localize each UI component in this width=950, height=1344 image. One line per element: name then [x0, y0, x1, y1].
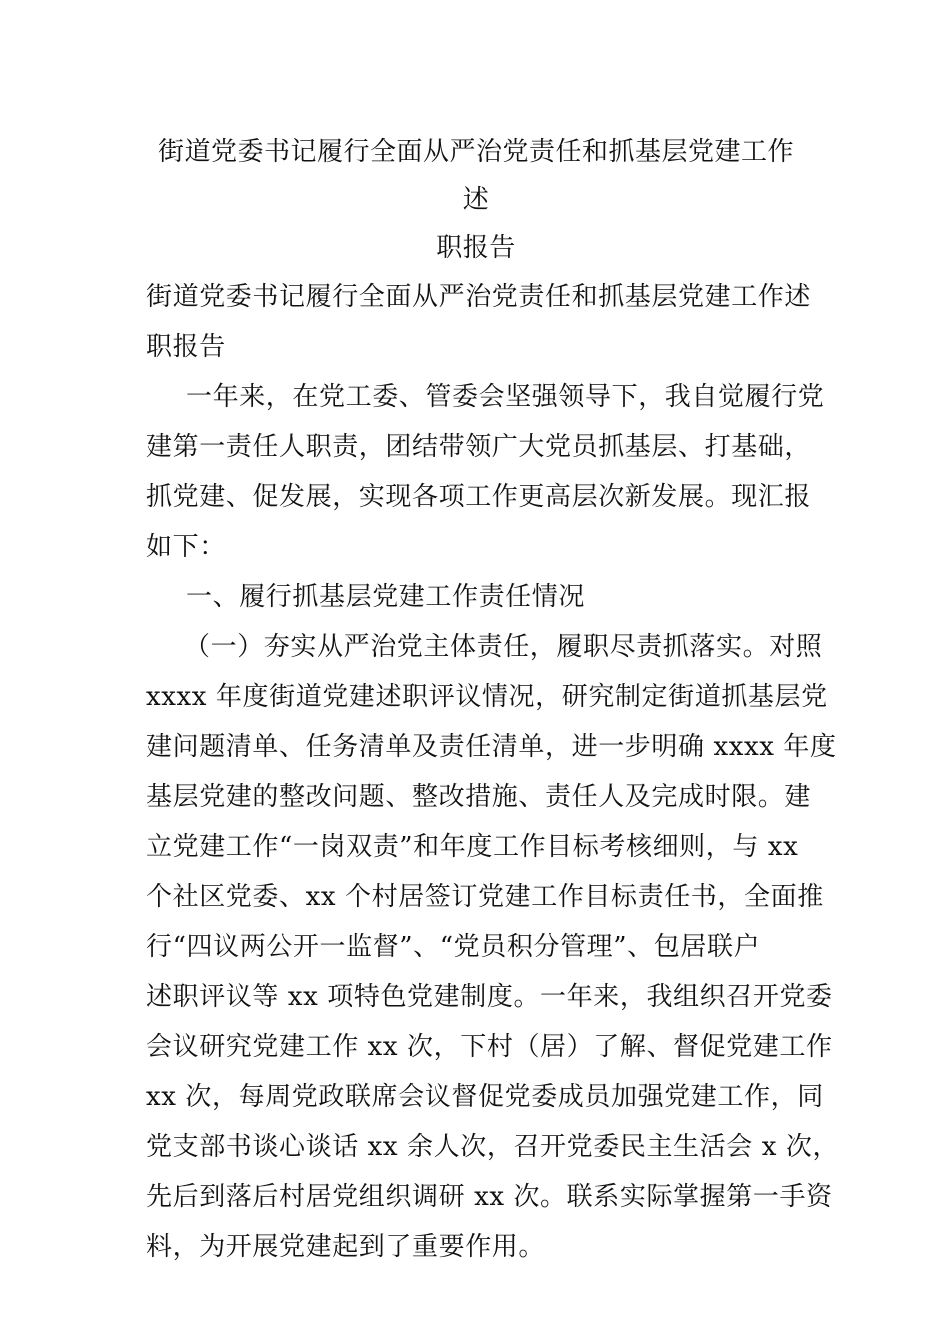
body-line-2: 职报告 — [146, 332, 226, 362]
body-line-15: 述职评议等 xx 项特色党建制度。一年来，我组织召开党委 — [146, 982, 833, 1012]
body-line-9: xxxx 年度街道党建述职评议情况，研究制定街道抓基层党 — [146, 682, 828, 712]
body-line-12: 立党建工作“一岗双责”和年度工作目标考核细则，与 xx — [146, 832, 799, 862]
body-line-14: 行“四议两公开一监督”、“党员积分管理”、包居联户 — [146, 932, 761, 962]
title-line-2: 职报告 — [436, 233, 516, 263]
body-line-8: （一）夯实从严治党主体责任，履职尽责抓落实。对照 — [184, 632, 823, 662]
document-page — [146, 128, 840, 1272]
title-line-1: 街道党委书记履行全面从严治党责任和抓基层党建工作述 — [157, 137, 794, 215]
document-body — [146, 272, 840, 1272]
body-line-10: 建问题清单、任务清单及责任清单，进一步明确 xxxx 年度 — [146, 732, 837, 762]
body-line-1: 街道党委书记履行全面从严治党责任和抓基层党建工作述 — [146, 282, 812, 312]
body-line-20: 料，为开展党建起到了重要作用。 — [146, 1232, 546, 1262]
body-line-18: 党支部书谈心谈话 xx 余人次，召开党委民主生活会 x 次， — [146, 1132, 840, 1162]
body-line-16: 会议研究党建工作 xx 次，下村（居）了解、督促党建工作 — [146, 1032, 833, 1062]
body-line-11: 基层党建的整改问题、整改措施、责任人及完成时限。建 — [146, 782, 812, 812]
body-line-19: 先后到落后村居党组织调研 xx 次。联系实际掌握第一手资 — [146, 1182, 833, 1212]
body-line-4: 建第一责任人职责，团结带领广大党员抓基层、打基础， — [146, 432, 812, 462]
body-line-3: 一年来，在党工委、管委会坚强领导下，我自觉履行党 — [186, 382, 825, 412]
body-line-5: 抓党建、促发展，实现各项工作更高层次新发展。现汇报 — [146, 482, 812, 512]
body-line-13: 个社区党委、xx 个村居签订党建工作目标责任书，全面推 — [146, 882, 824, 912]
body-line-17: xx 次，每周党政联席会议督促党委成员加强党建工作，同 — [146, 1082, 824, 1112]
body-line-6: 如下： — [146, 532, 226, 562]
document-title — [146, 128, 806, 272]
section-heading-1: 一、履行抓基层党建工作责任情况 — [186, 582, 586, 612]
